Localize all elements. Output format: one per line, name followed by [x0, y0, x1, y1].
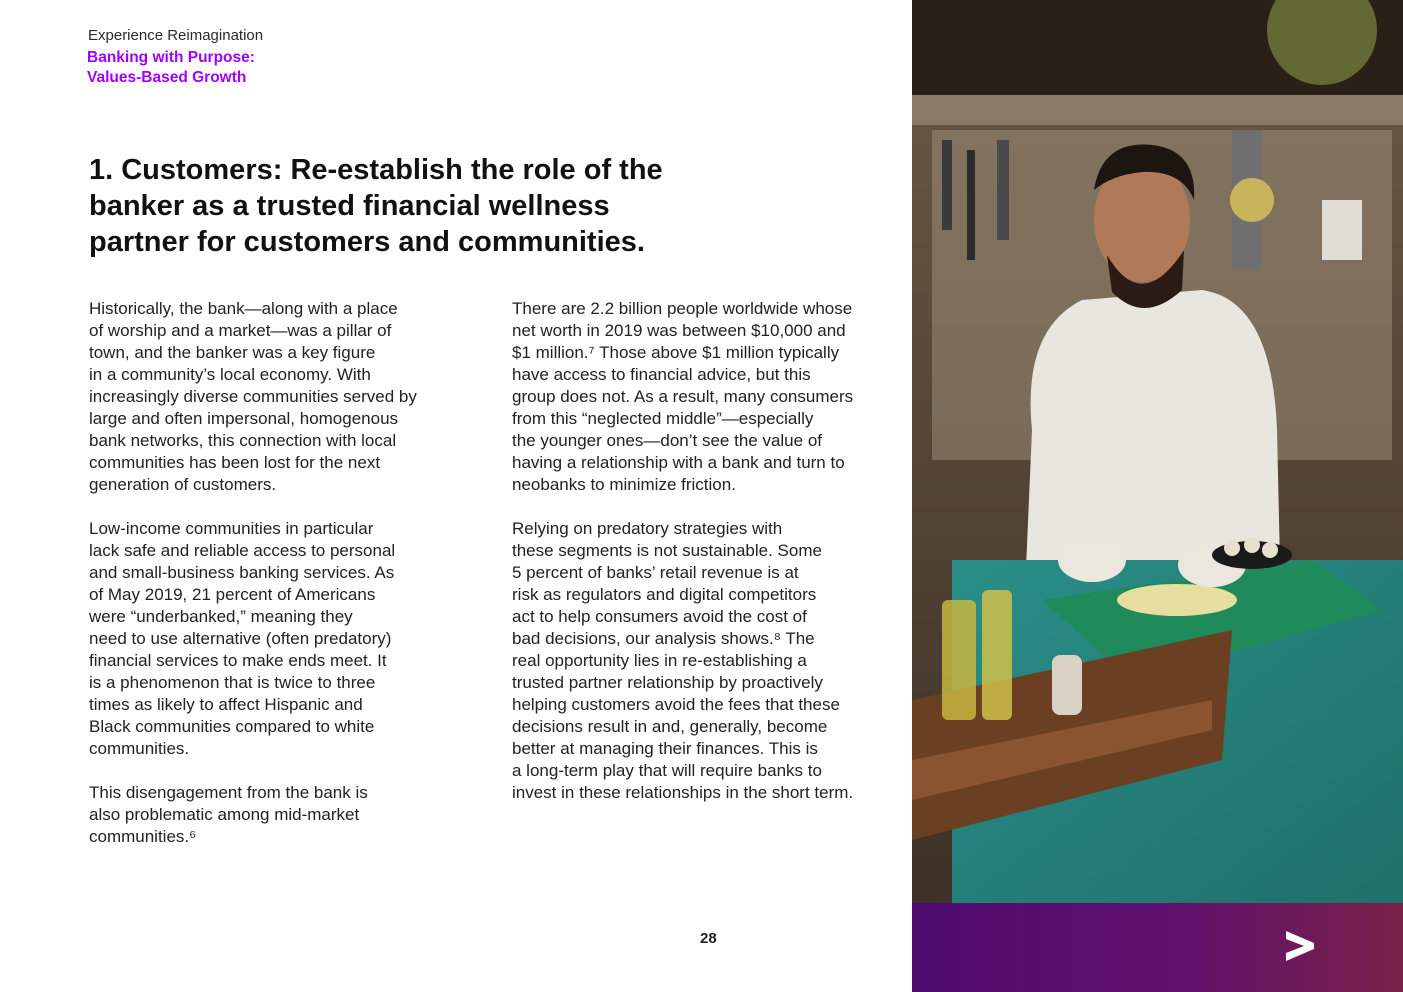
paragraph: There are 2.2 billion people worldwide whose net worth in 2019 was between $10,000 and $1 million.⁷ Those above $1 million typically have access to financial advice, but this group does not. As a result, many consumers from this “neglected middle”—especially the younger ones—don’t see the value of having a relationship with a bank and turn to neobanks to minimize friction.	[512, 299, 854, 494]
paragraph: Low-income communities in particular lack safe and reliable access to personal and small-business banking services. As of May 2019, 21 percent of Americans were “underbanked,” meaning they need to use alternative (often predatory) financial services to make ends meet. It is a phenomenon that is twice to three times as likely to affect Hispanic and Black communities compared to white communities.	[89, 519, 396, 758]
heading-line-3: partner for customers and communities.	[89, 226, 645, 258]
footer-band	[912, 903, 1403, 992]
section-heading	[89, 152, 769, 260]
paragraph: Relying on predatory strategies with these segments is not sustainable. Some 5 percent of banks’ retail revenue is at risk as regulators and digital competitors act to help consumers avoid the cost of bad decisions, our analysis shows.⁸ The real opportunity lies in re-establishing a trusted partner relationship by proactively helping customers avoid the fees that these decisions result in and, generally, become better at managing their finances. This is a long-term play that will require banks to invest in these relationships in the short term.	[512, 519, 854, 802]
accenture-chevron-icon	[1284, 929, 1316, 968]
paragraph: Historically, the bank—along with a place of worship and a market—was a pillar of town, and the banker was a key figure in a community’s local economy. With increasingly diverse communities served by large and often impersonal, homogenous bank networks, this connection with local communities has been lost for the next generation of customers.	[89, 299, 417, 494]
body-column-left	[89, 298, 469, 870]
report-subtitle	[87, 48, 255, 88]
paragraph: This disengagement from the bank is also problematic among mid-market communities.⁶	[89, 783, 368, 846]
page-number: 28	[700, 930, 717, 947]
heading-line-1: 1. Customers: Re-establish the role of the	[89, 154, 663, 186]
chef-photo	[912, 0, 1403, 903]
subtitle-line-1: Banking with Purpose:	[87, 49, 255, 66]
body-column-right	[512, 298, 902, 826]
subtitle-line-2: Values-Based Growth	[87, 69, 247, 86]
heading-line-2: banker as a trusted financial wellness	[89, 190, 610, 222]
overline: Experience Reimagination	[88, 27, 264, 44]
